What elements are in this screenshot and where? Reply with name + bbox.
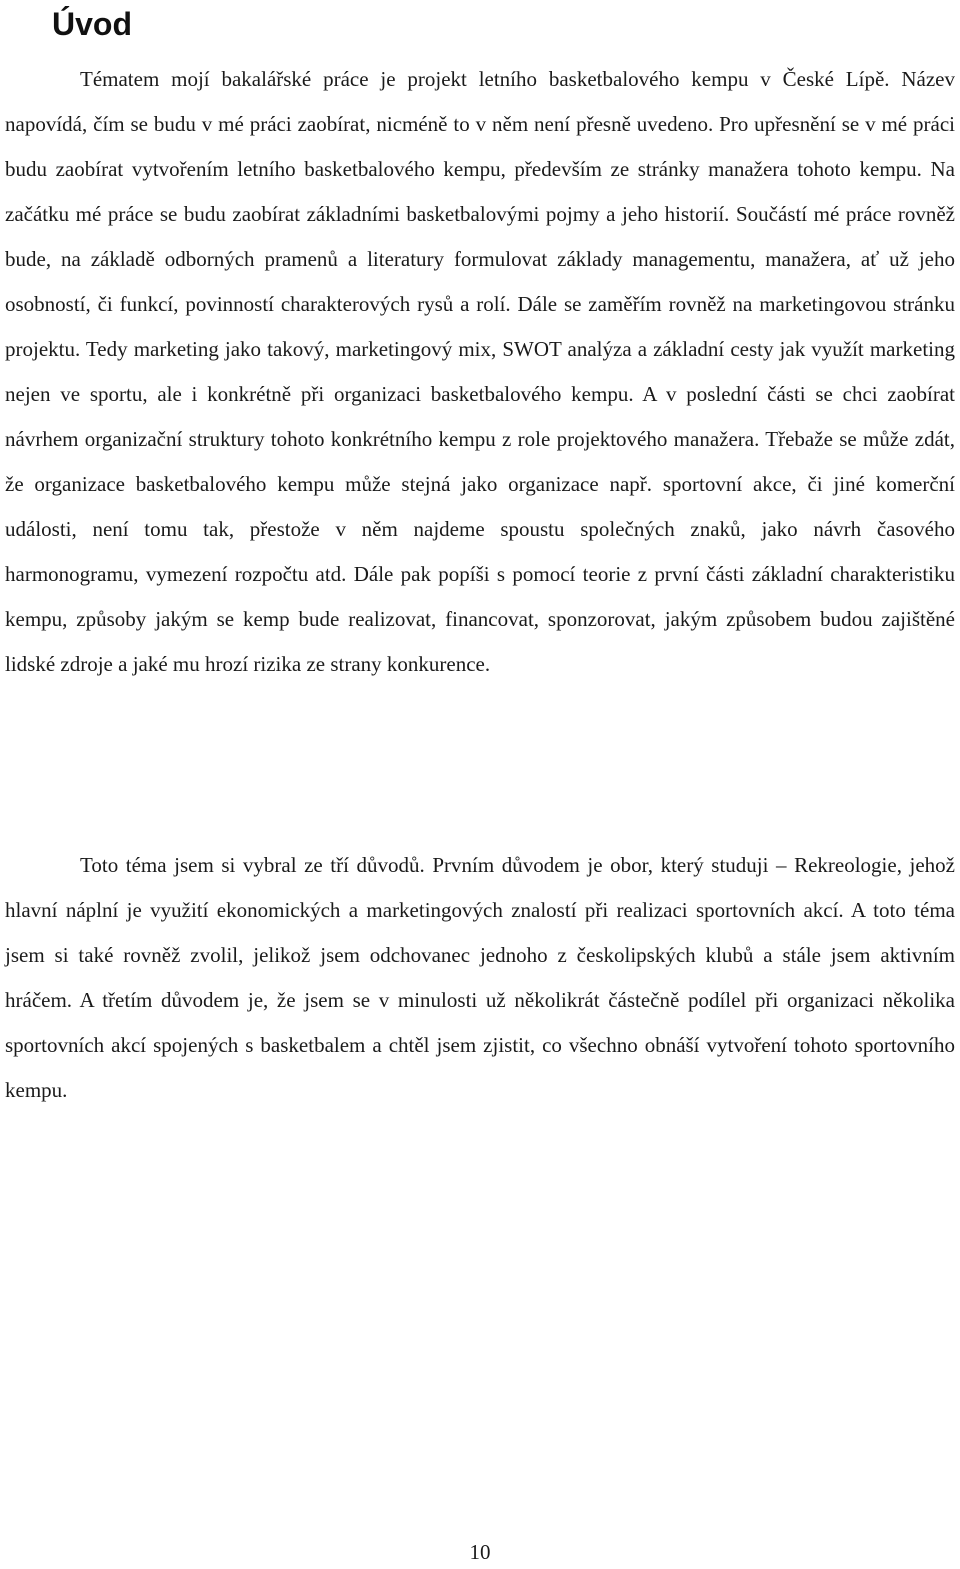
section-heading: Úvod: [52, 6, 132, 42]
paragraph-1: Tématem mojí bakalářské práce je projekt letního basketbalového kempu v České Lípě. Název napovídá, čím se budu v mé práci zaobírat, nicméně to v něm není přesně uvedeno. Pro upřesnění se v mé práci budu zaobírat vytvořením letního basketbalového kempu, především ze stránky manažera tohoto kempu. Na začátku mé práce se budu zaobírat základními basketbalovými pojmy a jeho historií. Součástí mé práce rovněž bude, na základě odborných pramenů a literatury formulovat základy managementu, manažera, ať už jeho osobností, či funkcí, povinností charakterových rysů a rolí. Dále se zaměřím rovněž na marketingovou stránku projektu. Tedy marketing jako takový, marketingový mix, SWOT analýza a základní cesty jak využít marketing nejen ve sportu, ale i konkrétně při organizaci basketbalového kempu. A v poslední části se chci zaobírat návrhem organizační struktury tohoto konkrétního kempu z role projektového manažera. Třebaže se může zdát, že organizace basketbalového kempu může stejná jako organizace např. sportovní akce, či jiné komerční události, není tomu tak, přestože v něm najdeme spoustu společných znaků, jako návrh časového harmonogramu, vymezení rozpočtu atd. Dále pak popíši s pomocí teorie z první části základní charakteristiku kempu, způsoby jakým se kemp bude realizovat, financovat, sponzorovat, jakým způsobem budou zajištěné lidské zdroje a jaké mu hrozí rizika ze strany konkurence.: [5, 67, 955, 676]
paragraph-2: Toto téma jsem si vybral ze tří důvodů. Prvním důvodem je obor, který studuji – Rekreologie, jehož hlavní náplní je využití ekonomických a marketingových znalostí při realizaci sportovních akcí. A toto téma jsem si také rovněž zvolil, jelikož jsem odchovanec jednoho z českolipských klubů a stále jsem aktivním hráčem. A třetím důvodem je, že jsem se v minulosti už několikrát částečně podílel při organizaci několika sportovních akcí spojených s basketbalem a chtěl jsem zjistit, co všechno obnáší vytvoření tohoto sportovního kempu.: [5, 853, 955, 1102]
page-number: 10: [469, 1540, 491, 1564]
